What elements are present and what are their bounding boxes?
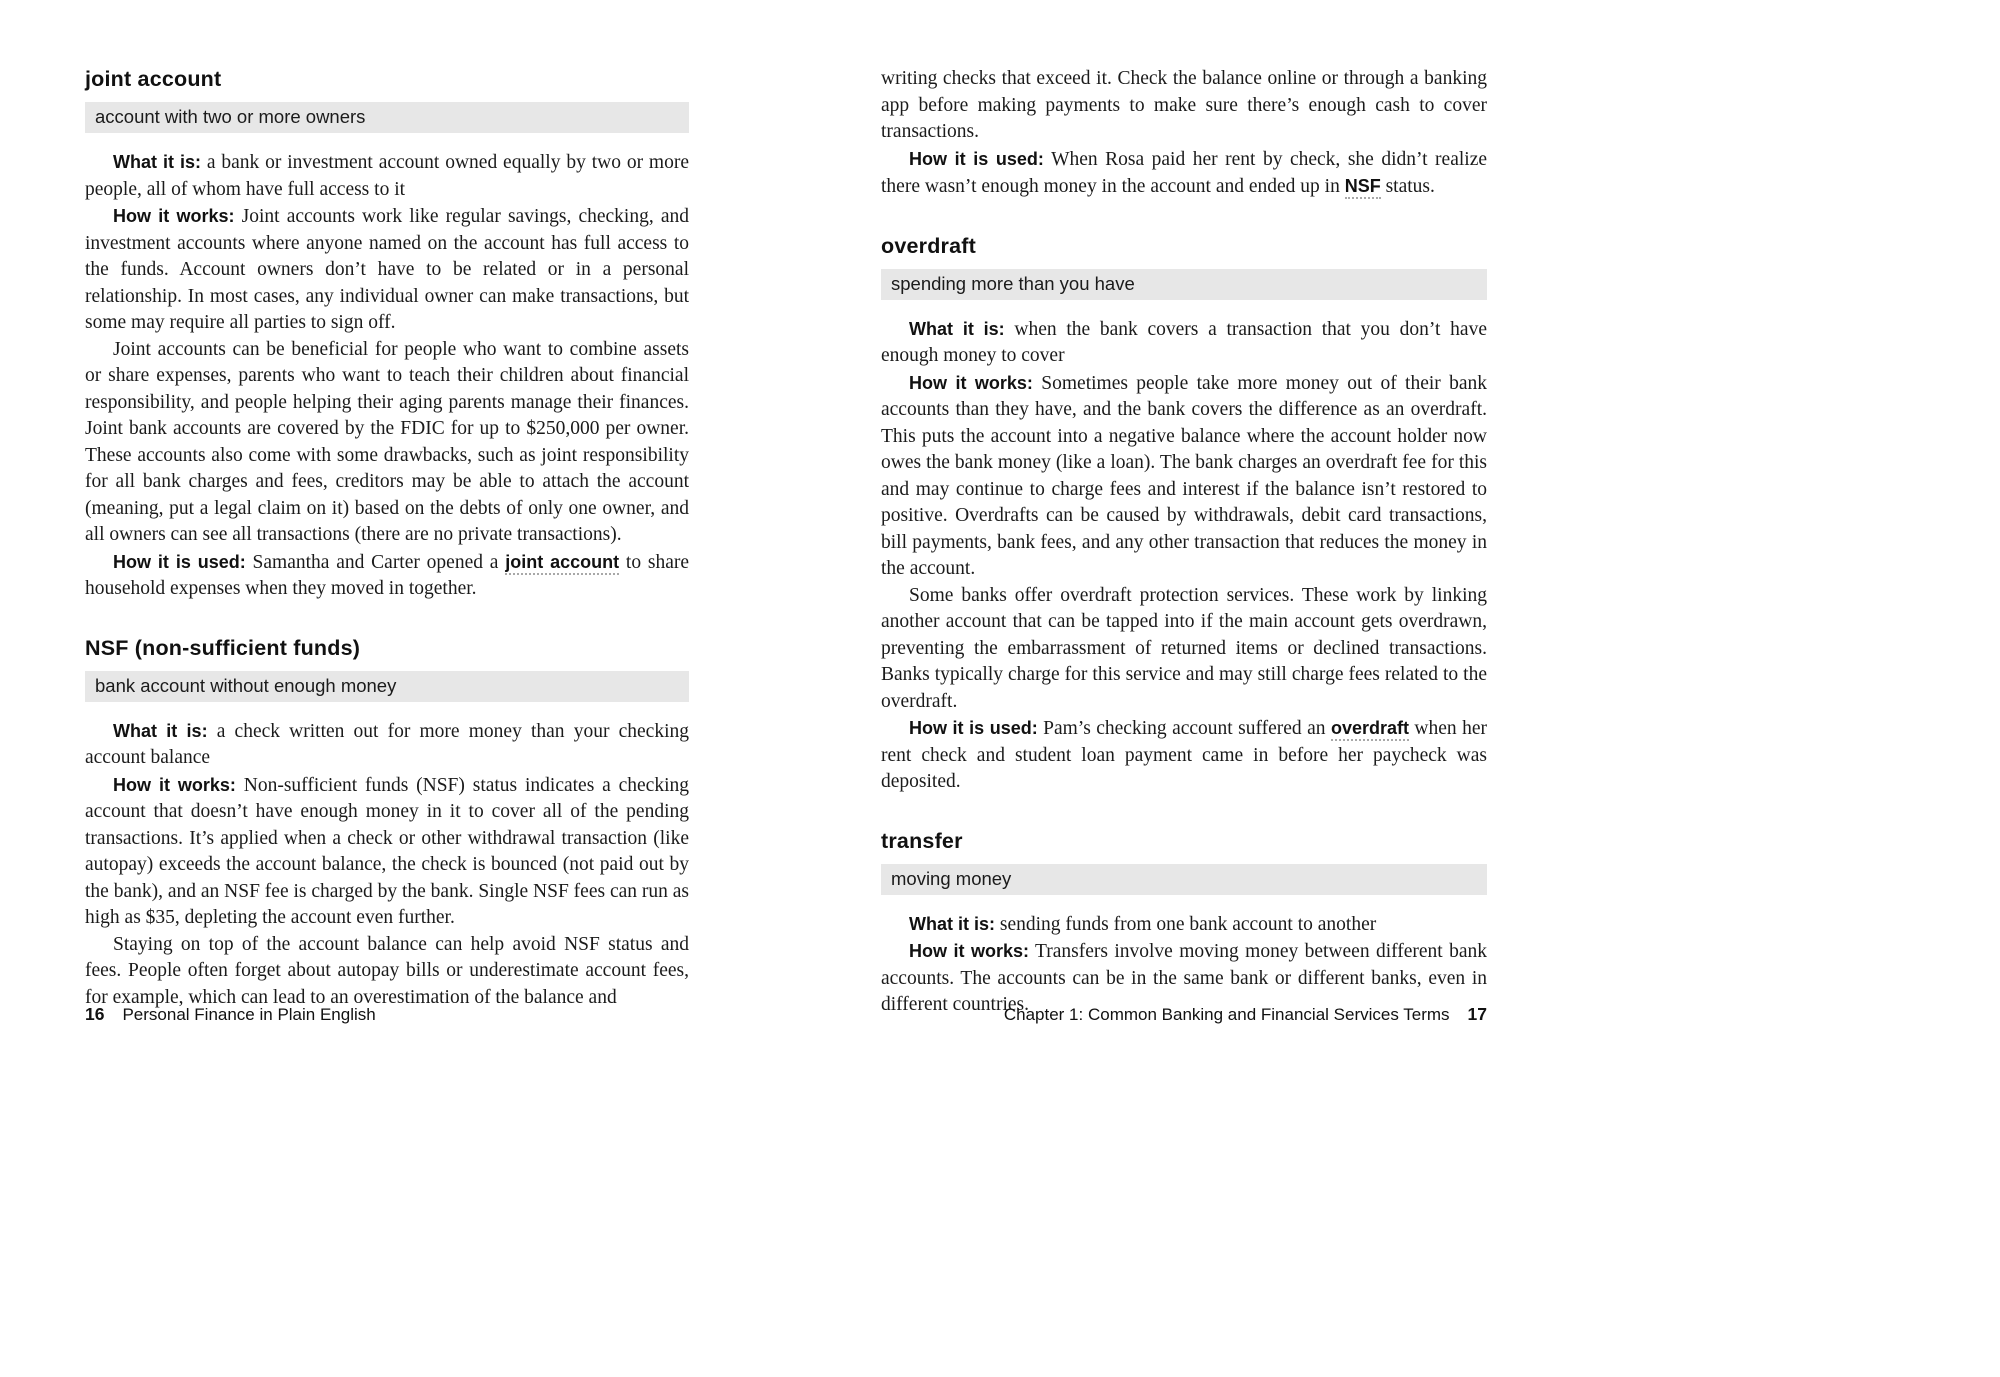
paragraph <box>85 718 689 772</box>
bold-lead: What it is: <box>909 913 995 934</box>
paragraph <box>881 911 1487 939</box>
bold-lead: How it works: <box>113 774 236 795</box>
term-heading: NSF (non-sufficient funds) <box>85 635 361 660</box>
term-heading: overdraft <box>881 233 976 258</box>
bold-lead: How it is used: <box>909 148 1044 169</box>
text-run: Samantha and Carter opened a <box>245 551 506 573</box>
text-run: writing checks that exceed it. Check the balance online or through a banking app before making payments to make sure there’s enough cash to cover transactions. <box>881 68 1487 142</box>
text-run: Sometimes people take more money out of their bank accounts than they have, and the bank covers the difference as an overdraft. This puts the account into a negative balance where the account holder now owes the bank money (like a loan). The bank charges an overdraft fee for this and may continue to charge fees and interest if the balance isn’t restored to positive. Overdrafts can be caused by withdrawals, debit card transactions, bill payments, bank fees, and any other transaction that reduces the money in the account. <box>881 372 1488 579</box>
paragraph <box>85 337 689 549</box>
term-definition-bar: moving money <box>881 864 1487 895</box>
paragraph <box>881 715 1487 796</box>
bold-lead: How it works: <box>909 941 1030 961</box>
text-run: Pam’s checking account suffered an <box>1037 718 1331 739</box>
bold-lead: What it is: <box>909 318 1005 339</box>
text-run: Joint accounts work like regular savings, checking, and investment accounts where anyone named on the account has full access to the funds. Account owners don’t have to be related or in a personal relationship. In most cases, any individual owner can make transactions, but some may require all parties to sign off. <box>85 206 689 333</box>
underlined-term: overdraft <box>1331 718 1409 741</box>
text-run: Non-sufficient funds (NSF) status indicates a checking account that doesn’t have enough money in it to cover all of the pending transactions. It’s applied when a check or other withdrawal transaction (like autopay) exceeds the account balance, the check is bounced (not paid out by the bank), and an NSF fee is charged by the bank. Single NSF fees can run as high as $35, depleting the account even further. <box>85 774 690 928</box>
term-definition-bar: bank account without enough money <box>85 671 689 702</box>
paragraph <box>881 316 1487 370</box>
term-definition-bar: spending more than you have <box>881 269 1487 300</box>
underlined-term: NSF <box>1345 176 1381 199</box>
text-run: status. <box>1380 176 1435 197</box>
paragraph <box>85 203 689 337</box>
bold-lead: How it is used: <box>113 551 246 572</box>
text-run: When Rosa paid her rent by check, she didn’t realize there wasn’t enough money in the account and ended up in <box>881 148 1487 197</box>
text-run: a bank or investment account owned equally by two or more people, all of whom have full access to it <box>85 152 689 200</box>
paragraph <box>881 370 1487 583</box>
page-right-footer <box>881 1003 1487 1026</box>
bold-lead: What it is: <box>113 720 208 741</box>
term-heading: joint account <box>85 67 222 91</box>
page-left-footer <box>85 1003 689 1026</box>
paragraph <box>881 66 1487 146</box>
text-run: a check written out for more money than your checking account balance <box>85 720 689 768</box>
bold-lead: How it works: <box>909 372 1033 393</box>
paragraph <box>881 583 1487 716</box>
paragraph <box>85 772 689 932</box>
bold-lead: How it is used: <box>909 718 1038 738</box>
text-run: when the bank covers a transaction that you don’t have enough money to cover <box>881 318 1487 366</box>
text-run: when her rent check and student loan payment came in before her paycheck was deposited. <box>881 718 1487 792</box>
text-run: Some banks offer overdraft protection services. These work by linking another account that can be tapped into if the main account gets overdrawn, preventing the embarrassment of returned items or declined transactions. Banks typically charge for this service and may still charge fees related to the overdraft. <box>881 584 1487 712</box>
chapter-title-footer: Chapter 1: Common Banking and Financial Services Terms <box>1003 1005 1450 1024</box>
text-run: sending funds from one bank account to another <box>995 913 1377 935</box>
paragraph <box>881 146 1487 201</box>
page-number-right: 17 <box>1467 1004 1487 1024</box>
bold-lead: What it is: <box>113 152 201 172</box>
paragraph <box>85 149 689 203</box>
term-definition-bar: account with two or more owners <box>85 102 689 133</box>
page-right-content <box>881 66 1487 1019</box>
text-run: Joint accounts can be beneficial for people who want to combine assets or share expenses, parents who want to teach their children about financial responsibility, and people helping their aging parents manage their finances. Joint bank accounts are covered by the FDIC for up to $250,000 per owner. These accounts also come with some drawbacks, such as joint responsibility for all bank charges and fees, creditors may be able to attach the account (meaning, put a legal claim on it) based on the debts of only one owner, and all owners can see all transactions (there are no private transactions). <box>85 338 689 545</box>
underlined-term: joint account <box>505 552 619 575</box>
bold-lead: How it works: <box>113 206 235 226</box>
text-run: Staying on top of the account balance can help avoid NSF status and fees. People often forget about autopay bills or underestimate account fees, for example, which can lead to an overestimation of the balance and <box>85 933 689 1008</box>
page-left-content <box>85 66 689 1011</box>
text-run: Transfers involve moving money between different bank accounts. The accounts can be in the same bank or different banks, even in different countries. <box>881 941 1488 1015</box>
paragraph <box>85 549 689 603</box>
page-number-left: 16 <box>85 1004 105 1024</box>
text-run: to share household expenses when they moved in together. <box>85 551 690 599</box>
term-heading: transfer <box>881 828 963 853</box>
book-title-footer: Personal Finance in Plain English <box>122 1005 376 1024</box>
paragraph <box>85 932 689 1012</box>
